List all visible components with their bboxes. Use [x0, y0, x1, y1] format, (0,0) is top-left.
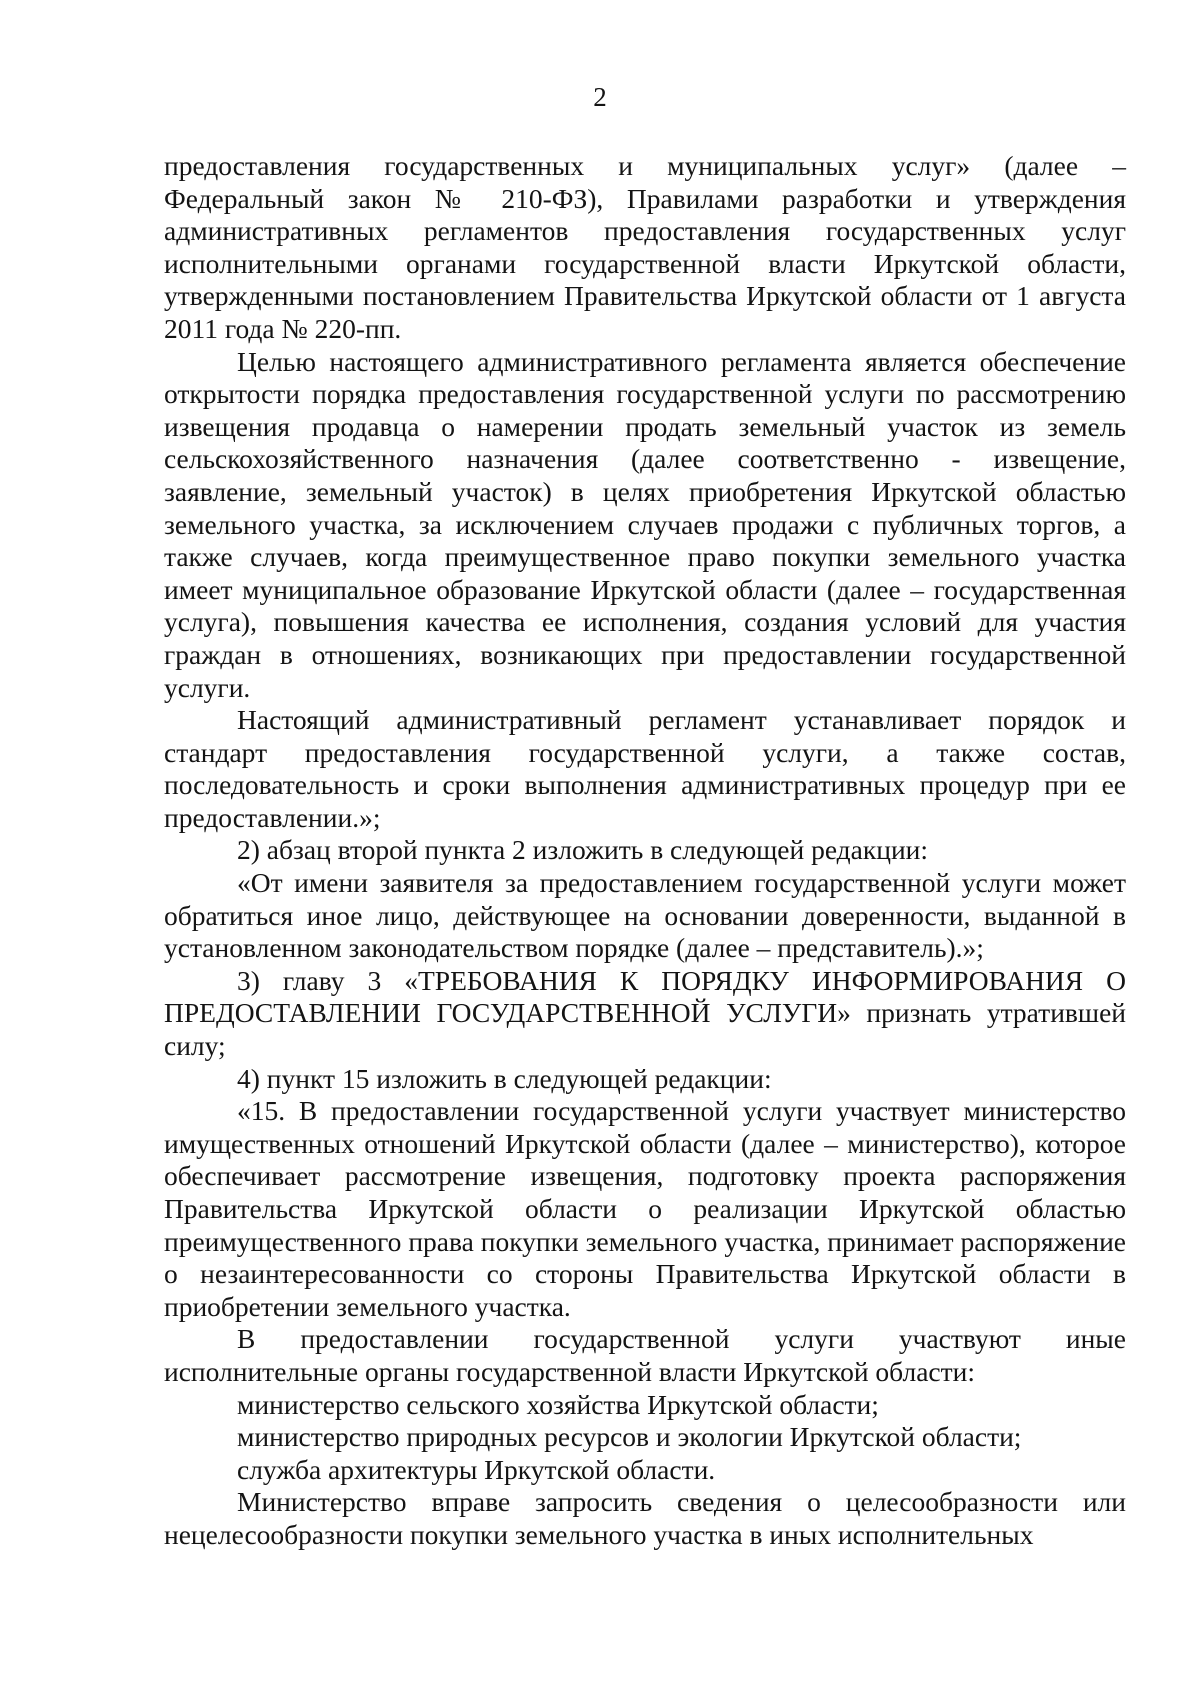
paragraph-amendment-4: 4) пункт 15 изложить в следующей редакции:: [237, 1062, 772, 1094]
paragraph-point-15: «15. В предоставлении государственной услуги участвует министерство имущественных отношений Иркутской области (далее – министерство), которое обеспечивает рассмотрение извещения, подготовку проекта распоряжения Правительства Иркутской области о реализации Иркутской областью преимущественного права покупки земельного участка, принимает распоряжение о незаинтересованности со стороны Правительства Иркутской области в приобретении земельного участка.: [164, 1095, 1126, 1322]
document-body: [164, 150, 1126, 1552]
paragraph-participants: В предоставлении государственной услуги участвуют иные исполнительные органы государственной власти Иркутской области:: [164, 1323, 1126, 1387]
paragraph-amendment-2: 2) абзац второй пункта 2 изложить в следующей редакции:: [237, 834, 929, 866]
list-item-agriculture: министерство сельского хозяйства Иркутской области;: [237, 1388, 879, 1420]
page-number: 2: [593, 82, 607, 112]
paragraph-ministry-request: Министерство вправе запросить сведения о целесообразности или нецелесообразности покупки земельного участка в иных исполнительных: [164, 1486, 1126, 1550]
paragraph-amendment-3: 3) главу 3 «ТРЕБОВАНИЯ К ПОРЯДКУ ИНФОРМИРОВАНИЯ О ПРЕДОСТАВЛЕНИИ ГОСУДАРСТВЕННОЙ УСЛУГИ» признать утратившей силу;: [164, 964, 1126, 1062]
paragraph-scope: Настоящий административный регламент устанавливает порядок и стандарт предоставления государственной услуги, а также состав, последовательность и сроки выполнения административных процедур при ее предоставлении.»;: [164, 704, 1126, 833]
paragraph-purpose: Целью настоящего административного регламента является обеспечение открытости порядка предоставления государственной услуги по рассмотрению извещения продавца о намерении продать земельный участок из земель сельскохозяйственного назначения (далее соответственно - извещение, заявление, земельный участок) в целях приобретения Иркутской областью земельного участка, за исключением случаев продажи с публичных торгов, а также случаев, когда преимущественное право покупки земельного участка имеет муниципальное образование Иркутской области (далее – государственная услуга), повышения качества ее исполнения, создания условий для участия граждан в отношениях, возникающих при предоставлении государственной услуги.: [164, 345, 1126, 703]
list-item-natural-resources: министерство природных ресурсов и экологии Иркутской области;: [237, 1421, 1022, 1453]
paragraph-representative: «От имени заявителя за предоставлением государственной услуги может обратиться иное лицо, действующее на основании доверенности, выданной в установленном законодательством порядке (далее – представитель).»;: [164, 867, 1126, 964]
list-item-architecture: служба архитектуры Иркутской области.: [237, 1453, 716, 1485]
paragraph-continuation: предоставления государственных и муниципальных услуг» (далее – Федеральный закон № 210-ФЗ), Правилами разработки и утверждения административных регламентов предоставления государственных услуг исполнительными органами государственной власти Иркутской области, утвержденными постановлением Правительства Иркутской области от 1 августа 2011 года № 220-пп.: [164, 150, 1126, 344]
